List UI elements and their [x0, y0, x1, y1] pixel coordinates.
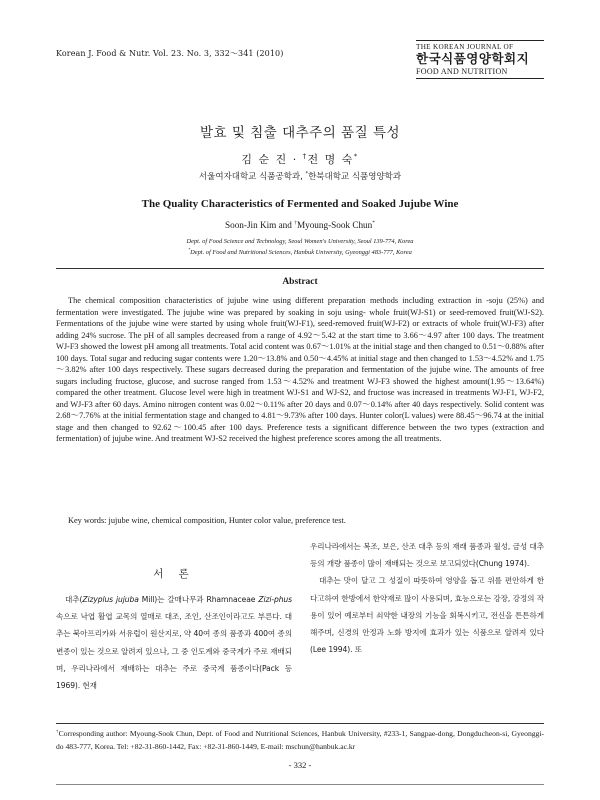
- journal-name-en-bottom: FOOD AND NUTRITION: [416, 67, 508, 76]
- corresponding-mark: †: [302, 152, 308, 161]
- affiliation-mark: *: [353, 152, 359, 161]
- intro-text: 속으로 낙엽 활엽 교목의 열매로 대조, 조인, 산조인이라고도 부른다. 대추는 북아프리카와 서유럽이 원산지로, 약 40여 종의 품종과 400여 종의 변종이 있는 것으로 알려져 있으나, 그 중 인도계와 중국계가 주로 재배되며, 우리나라에서 재배하는 대추는 주로 중국계 품종이다(Pack 등 1969). 현재: [56, 612, 292, 691]
- intro-paragraph-1: [56, 591, 292, 694]
- intro-left-column: [56, 566, 292, 694]
- author-2-en: Myoung-Sook Chun: [296, 220, 373, 230]
- affiliation-2-en: Dept. of Food and Nutritional Sciences, Hanbuk University, Gyeonggi 483-777, Korea: [190, 249, 412, 256]
- intro-paragraph-1-cont: 우리나라에서는 복조, 보은, 산조 대추 등의 재래 품종과 월성, 금성 대추 등의 개량 품종이 많이 재배되는 것으로 보고되었다(Chung 1974).: [310, 542, 544, 569]
- footnote-text: Corresponding author: Myoung-Sook Chun, Dept. of Food and Nutritional Sciences, Hanbuk University, #233-1, Sangpae-dong, Dongducheon-si, Gyeonggi-do 483-777, Korea. Tel: +82-31-860-1442, Fax: +82-31-860-1449, E-mail: mschun@hanbuk.ac.kr: [56, 729, 544, 751]
- author-separator: ·: [287, 153, 303, 166]
- author-1-en: Soon-Jin Kim and: [225, 220, 295, 230]
- keywords: Key words: jujube wine, chemical composition, Hunter color value, preference test.: [68, 516, 346, 525]
- abstract-top-rule: [56, 268, 544, 269]
- genus-name: Zizi-phus: [258, 595, 292, 604]
- journal-name-ko: 한국식품영양학회지: [416, 51, 530, 66]
- journal-logo: [416, 40, 544, 79]
- author-2-ko: 전 명 숙: [307, 153, 354, 166]
- affiliation-1-en: Dept. of Food Science and Technology, Seoul Women's University, Seoul 139-774, Korea: [186, 238, 414, 245]
- corresponding-mark: †: [56, 728, 59, 734]
- abstract-heading: Abstract: [282, 277, 318, 287]
- authors-korean: [0, 151, 600, 167]
- journal-citation: Korean J. Food & Nutr. Vol. 23. No. 3, 332～341 (2010): [56, 49, 284, 58]
- affiliation-mark: *: [188, 247, 191, 252]
- journal-name-en-top: THE KOREAN JOURNAL OF: [416, 43, 514, 51]
- abstract-body: The chemical composition characteristics of jujube wine using different preparation methods including extraction in -soju (25%) and fermentation were investigated. The jujube wine was prepared by soaking in soju using- whole fruit(WJ-S1) or seed-removed fruit(WJ-S2). Fermentations of the jujube wine were started by using whole fruit(WJ-F1), seed-removed fruit(WJ-F2) or extracts of whole fruit(WJ-F3) after adding 24% sucrose. The pH of all samples decreased from a range of 4.92～5.42 at the start time to 3.66～4.97 after 100 days. The treatment WJ-F3 showed the lowest pH among all treatments. Total acid content was 0.67～1.01% at the initial stage and then changed to 0.51～0.88% after 100 days. Total sugar and reducing sugar contents were 1.20～13.8% and 0.50～4.45% at initial stage and then changed to 1.53～4.52% and 1.75～3.82% after 100 days respectively. These sugars decreased during the preparation and fermentation of the jujube wine. The amounts of free sugars including fructose, glucose, and sucrose ranged from 1.53～4.52% and treatment WJ-F3 showed the highest amount(1.95～13.64%) compared the other treatment. Glucose level were high in treatment WJ-S1 and WJ-S2, and fructose was increased in treatments WJ-F1, WJ-F2, and WJ-F3 after 60 days. Amino nitrogen content was 0.02～0.11% after 20 days and 0.07～0.14% after 40 days respectively. Solid content was 2.68～7.76% at the initial fermentation stage and changed to 4.81～9.73% after 100 days. Hunter color(L values) were 88.45～96.74 at the initial stage and then changed to 92.62～100.45 after 100 days. Preference tests a significant difference between the two types (extraction and fermentation) of jujube wine. And treatment WJ-S2 received the highest preference scores among the all treatments.: [56, 296, 544, 443]
- affiliation-2-en-line: [0, 249, 600, 256]
- bottom-rule: [56, 784, 544, 785]
- logo-bottom-rule: [416, 78, 544, 79]
- affiliation-2-ko: 한북대학교 식품영양학과: [308, 172, 402, 182]
- corresponding-author-footnote: [56, 727, 544, 753]
- corresponding-mark: †: [294, 219, 297, 226]
- species-name: Zizyplus jujuba: [82, 595, 139, 604]
- intro-right-column: [310, 538, 544, 658]
- title-english: The Quality Characteristics of Fermented and Soaked Jujube Wine: [141, 198, 459, 210]
- footnote-rule: [56, 723, 544, 724]
- affiliation-1-ko: 서울여자대학교 식품공학과,: [198, 172, 303, 182]
- affiliations-korean: [0, 170, 600, 182]
- title-korean: 발효 및 침출 대추주의 품질 특성: [200, 125, 400, 141]
- intro-text: 대추(: [65, 595, 83, 604]
- section-heading-intro: 서 론: [153, 568, 195, 580]
- affiliation-mark: *: [372, 219, 375, 226]
- author-1-ko: 김 순 진: [241, 153, 288, 166]
- intro-paragraph-2: 대추는 맛이 달고 그 성질이 따뜻하여 영양을 돕고 위를 편안하게 한다고하여 한방에서 한약재로 많이 사용되며, 효능으로는 강장, 강정의 작용이 있어 예로부터 쇠약한 내장의 기능을 회복시키고, 전신을 튼튼하게 해주며, 신경의 안정과 노화 방지에 효과가 있는 식품으로 알려져 있다(Lee 1994). 또: [310, 576, 544, 655]
- intro-text: Mill)는 갈매나무과 Rhamnaceae: [138, 595, 259, 604]
- page-number: - 332 -: [288, 760, 312, 770]
- affiliation-mark: *: [305, 171, 309, 178]
- logo-top-rule: [416, 40, 544, 41]
- authors-english: [0, 220, 600, 230]
